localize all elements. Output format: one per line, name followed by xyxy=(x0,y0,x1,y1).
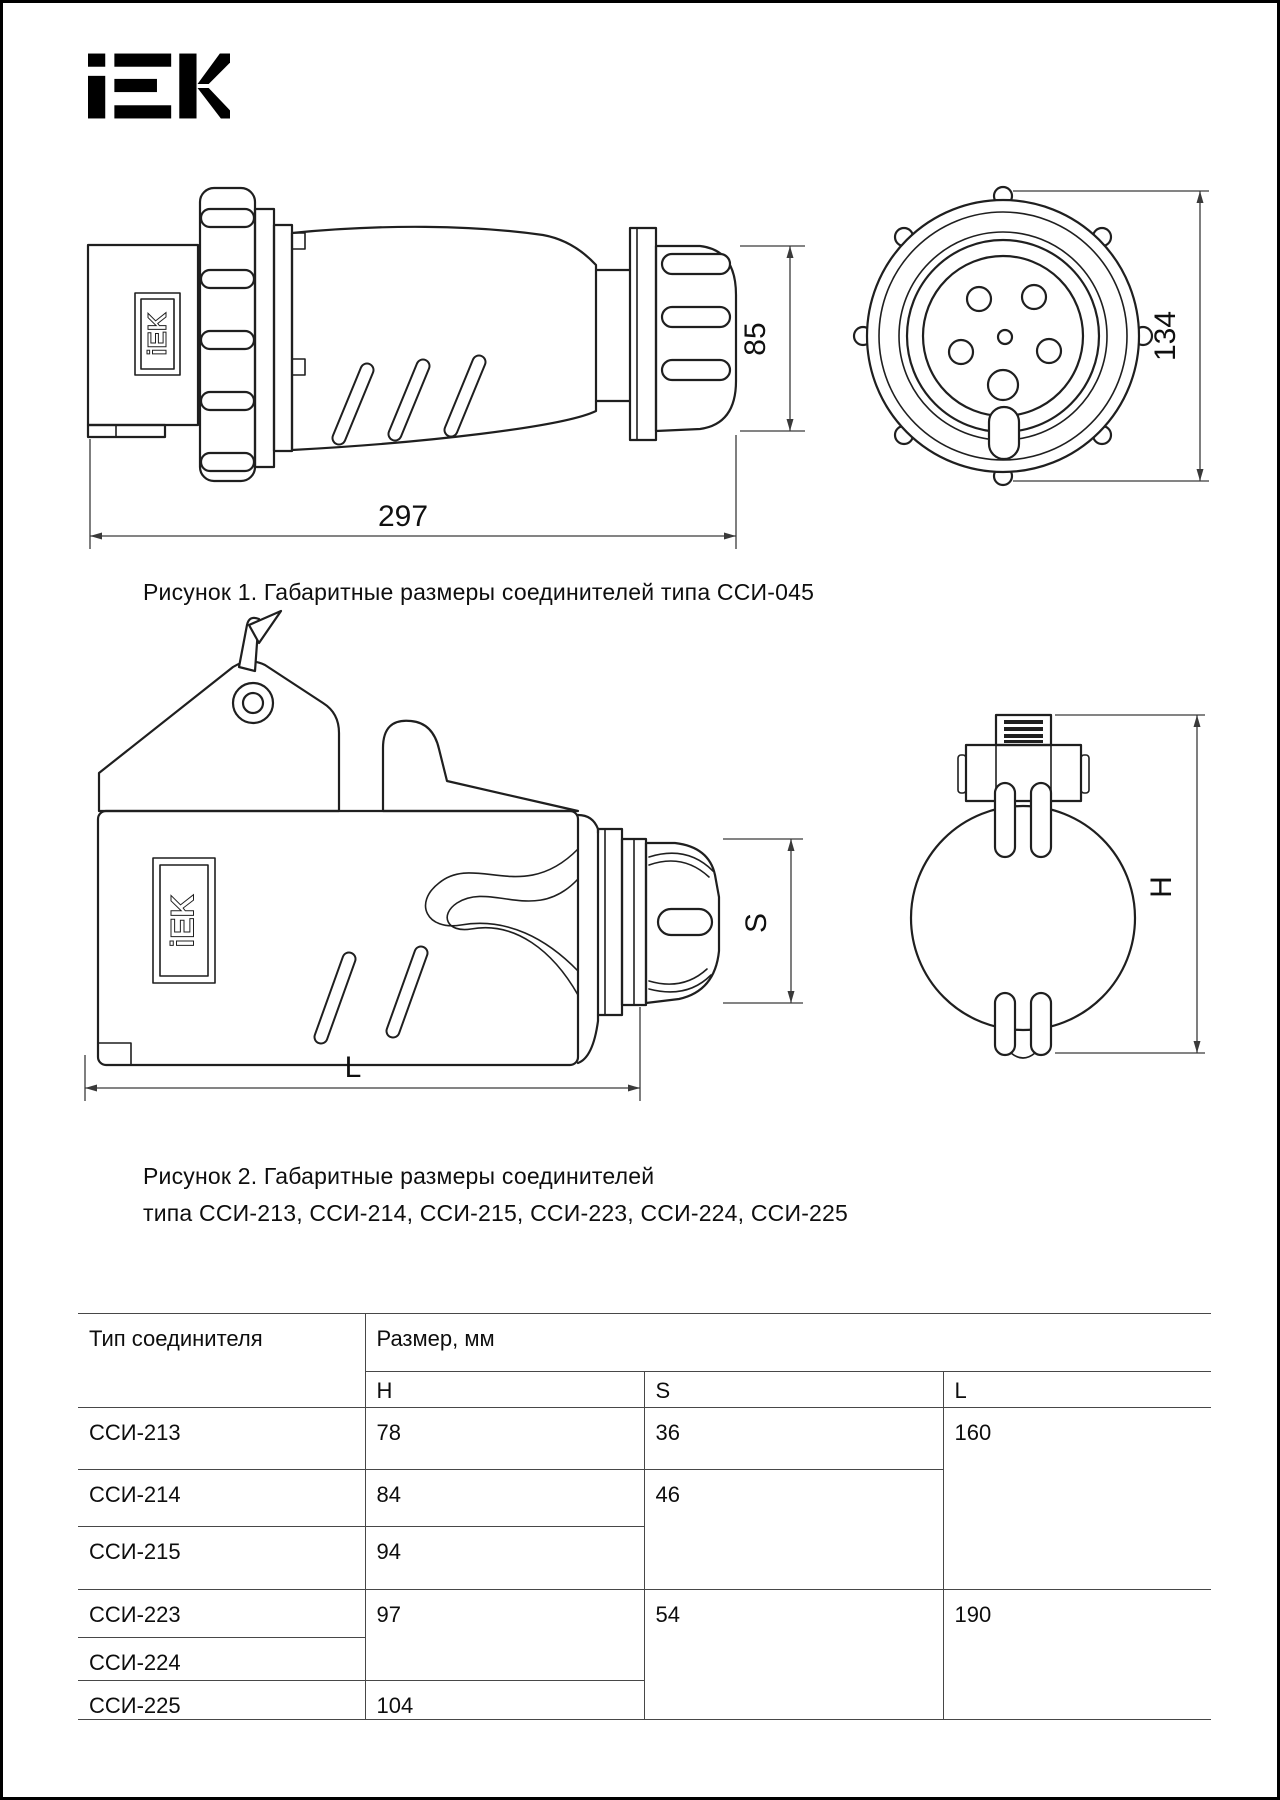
cell-s-223-225: 54 xyxy=(644,1590,943,1720)
figure2-caption-line1: Рисунок 2. Габаритные размеры соединителей xyxy=(143,1163,655,1189)
table-row xyxy=(78,1590,1211,1638)
dim-134: 134 xyxy=(1149,310,1182,362)
col-header-size-group: Размер, мм xyxy=(365,1314,1211,1372)
cell-type-213: ССИ-213 xyxy=(78,1408,365,1470)
cell-l-223-225: 190 xyxy=(943,1590,1211,1720)
figure1-caption: Рисунок 1. Габаритные размеры соединителей типа ССИ-045 xyxy=(143,579,815,605)
figure2-drawing xyxy=(3,603,1280,1123)
cell-h-223-224: 97 xyxy=(365,1590,644,1681)
figure2-caption-line2: типа ССИ-213, ССИ-214, ССИ-215, ССИ-223, ССИ-224, ССИ-225 xyxy=(143,1200,849,1226)
table-row xyxy=(78,1408,1211,1470)
socket-logo-mark: iEK xyxy=(164,894,201,948)
cell-l-213-215: 160 xyxy=(943,1408,1211,1590)
cell-type-225: ССИ-225 xyxy=(78,1681,365,1720)
col-header-s: S xyxy=(644,1372,943,1408)
plug-side-view xyxy=(88,188,736,481)
cell-type-214: ССИ-214 xyxy=(78,1470,365,1527)
socket-rear-view xyxy=(911,715,1135,1058)
cell-s-214-215: 46 xyxy=(644,1470,943,1590)
cell-type-223: ССИ-223 xyxy=(78,1590,365,1638)
cell-h-215: 94 xyxy=(365,1527,644,1590)
figure2-caption xyxy=(143,1158,848,1232)
iek-logo-glyphs xyxy=(88,54,230,119)
cell-h-225: 104 xyxy=(365,1681,644,1720)
dim-85: 85 xyxy=(739,322,772,356)
cell-h-213: 78 xyxy=(365,1408,644,1470)
dimensions-table xyxy=(78,1313,1211,1720)
col-header-l: L xyxy=(943,1372,1211,1408)
col-header-type: Тип соединителя xyxy=(78,1314,365,1408)
col-header-h: H xyxy=(365,1372,644,1408)
plug-logo-mark: iEK xyxy=(141,312,172,356)
dim-L: L xyxy=(344,1051,362,1084)
keyway-tab xyxy=(989,407,1019,459)
dim-297: 297 xyxy=(377,500,429,533)
cell-type-224: ССИ-224 xyxy=(78,1638,365,1681)
cell-h-214: 84 xyxy=(365,1470,644,1527)
dim-S: S xyxy=(740,912,773,934)
dim-H: H xyxy=(1145,876,1178,898)
cell-s-213: 36 xyxy=(644,1408,943,1470)
iek-logo xyxy=(88,53,230,119)
plug-front-view xyxy=(854,187,1152,485)
cell-type-215: ССИ-215 xyxy=(78,1527,365,1590)
figure1-drawing xyxy=(3,143,1280,563)
socket-side-view xyxy=(98,611,719,1065)
